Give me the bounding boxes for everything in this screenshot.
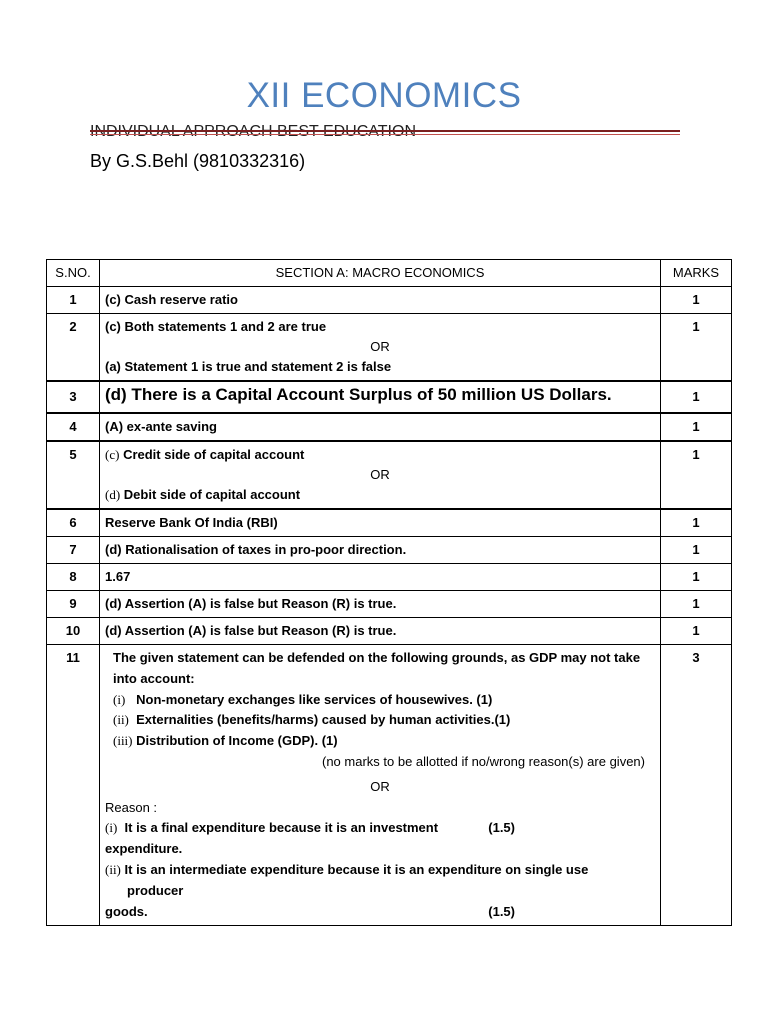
row-marks: 1 [661, 618, 732, 645]
answer-alt-text: Debit side of capital account [123, 487, 301, 502]
row-marks: 1 [661, 413, 732, 441]
row-number: 5 [47, 441, 100, 509]
or-separator: OR [370, 778, 390, 794]
reason-label: Reason : [105, 799, 158, 815]
strike-line-red [90, 134, 680, 135]
answer-alt-line [105, 485, 655, 505]
option-label: (d) [105, 487, 121, 502]
strike-line-dark [90, 130, 680, 132]
reason-line [105, 860, 655, 881]
answer-cell [100, 314, 661, 382]
option-label: (c) [105, 447, 120, 462]
answer-text: (c) Cash reserve ratio [100, 287, 661, 314]
row-number: 4 [47, 413, 100, 441]
table-row [47, 314, 732, 382]
answer-text: (d) There is a Capital Account Surplus of 50 million US Dollars. [100, 381, 661, 413]
reason-text: It is a final expenditure because it is an investment expenditure. [105, 820, 439, 857]
row-number: 6 [47, 509, 100, 537]
answer-text: (d) Assertion (A) is false but Reason (R) is true. [100, 591, 661, 618]
reason-marks: (1.5) [488, 820, 515, 836]
author-byline: By G.S.Behl (9810332316) [90, 151, 306, 171]
table-row [47, 618, 732, 645]
answer-cell [100, 441, 661, 509]
reason-number: (i) [105, 820, 118, 836]
point-line [105, 731, 655, 752]
reason-line [105, 818, 655, 860]
answer-intro-line: The given statement can be defended on the following grounds, as GDP may not take [113, 650, 641, 665]
row-marks: 1 [661, 287, 732, 314]
point-line [105, 690, 655, 711]
reason-text-end: goods. [105, 903, 148, 919]
row-number: 1 [47, 287, 100, 314]
answer-cell [100, 645, 661, 926]
header-section: SECTION A: MACRO ECONOMICS [100, 260, 661, 287]
answer-text: (d) Rationalisation of taxes in pro-poor direction. [100, 537, 661, 564]
point-text: Distribution of Income (GDP). (1) [136, 733, 338, 749]
answer-alt-text: (a) Statement 1 is true and statement 2 is false [105, 359, 392, 374]
row-number: 3 [47, 381, 100, 413]
table-header-row [47, 260, 732, 287]
marking-note: (no marks to be allotted if no/wrong reason(s) are given) [322, 753, 645, 769]
row-marks: 1 [661, 509, 732, 537]
table-row [47, 537, 732, 564]
answer-text: (d) Assertion (A) is false but Reason (R) is true. [100, 618, 661, 645]
row-marks: 1 [661, 537, 732, 564]
table-row [47, 564, 732, 591]
row-number: 7 [47, 537, 100, 564]
answer-text: (c) Both statements 1 and 2 are true [105, 319, 327, 334]
subtitle-block [90, 122, 680, 142]
row-marks: 3 [661, 645, 732, 926]
table-row [47, 645, 732, 926]
table-row [47, 413, 732, 441]
answer-text-line [105, 445, 655, 465]
row-marks: 1 [661, 314, 732, 382]
point-text: Non-monetary exchanges like services of housewives. (1) [136, 691, 493, 707]
point-number: (iii) [113, 733, 133, 749]
table-row [47, 381, 732, 413]
reason-text: It is an intermediate expenditure because it is an expenditure on single use [124, 861, 589, 877]
point-line [105, 710, 655, 731]
answer-text: Reserve Bank Of India (RBI) [100, 509, 661, 537]
header-marks: MARKS [661, 260, 732, 287]
row-number: 2 [47, 314, 100, 382]
row-marks: 1 [661, 564, 732, 591]
point-number: (i) [113, 691, 126, 707]
subtitle-struck [90, 122, 416, 142]
header-sno: S.NO. [47, 260, 100, 287]
row-number: 9 [47, 591, 100, 618]
or-separator: OR [370, 339, 390, 354]
reason-marks: (1.5) [488, 903, 515, 919]
answer-text: (A) ex-ante saving [100, 413, 661, 441]
table-row [47, 591, 732, 618]
reason-number: (ii) [105, 861, 121, 877]
point-text: Externalities (benefits/harms) caused by human activities.(1) [136, 712, 511, 728]
row-marks: 1 [661, 381, 732, 413]
row-number: 11 [47, 645, 100, 926]
or-separator: OR [370, 467, 390, 482]
table-row [47, 509, 732, 537]
answer-text: Credit side of capital account [123, 447, 305, 462]
answer-intro-line: into account: [113, 670, 195, 686]
table-row [47, 287, 732, 314]
document-title: XII ECONOMICS [246, 76, 522, 115]
answer-text: 1.67 [100, 564, 661, 591]
table-row [47, 441, 732, 509]
row-number: 10 [47, 618, 100, 645]
answer-table [46, 259, 732, 926]
reason-line [105, 902, 655, 923]
row-number: 8 [47, 564, 100, 591]
row-marks: 1 [661, 591, 732, 618]
point-number: (ii) [113, 712, 129, 728]
row-marks: 1 [661, 441, 732, 509]
reason-continued: producer [127, 882, 184, 898]
